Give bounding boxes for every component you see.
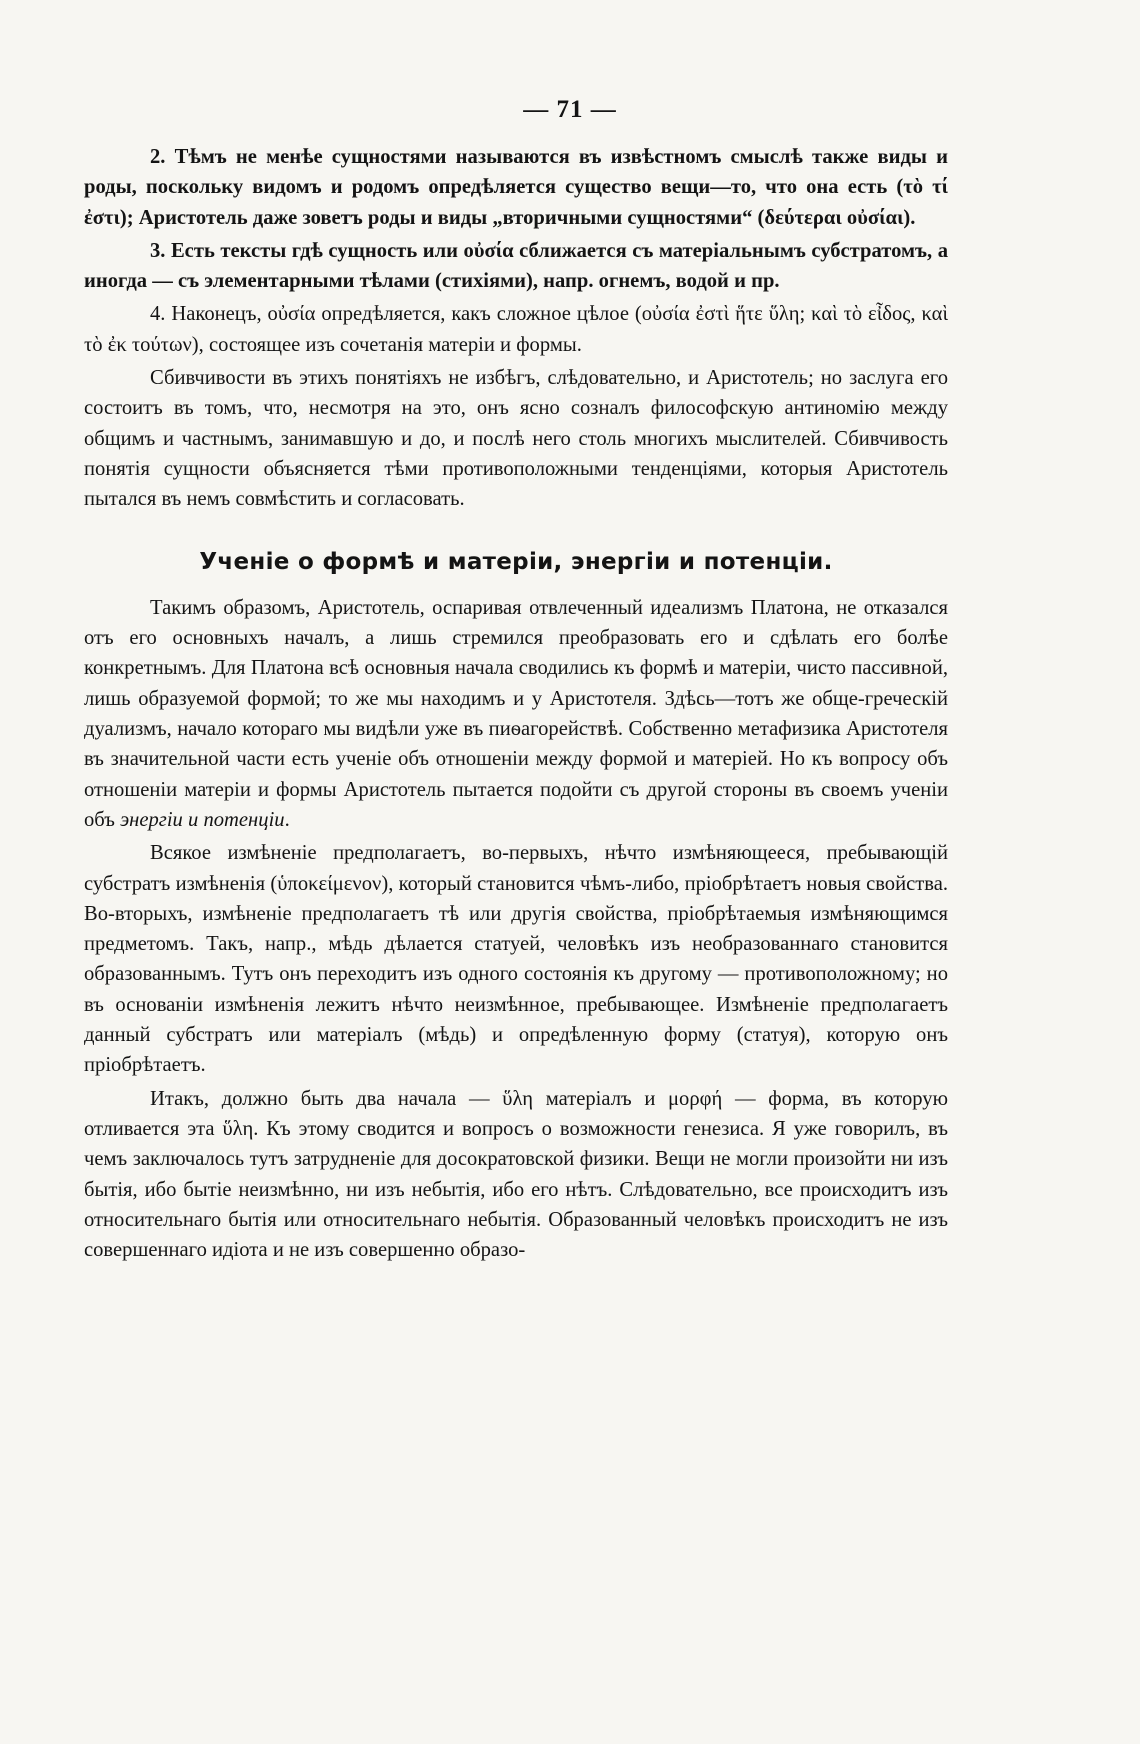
paragraph-sbivchivost: Сбивчивости въ этихъ понятіяхъ не избѣгъ, слѣдовательно, и Аристотель; но заслуга его состоитъ въ томъ, что, несмотря на это, онъ ясно созналъ философскую антиномію между общимъ и частнымъ, занимавшую и до, и послѣ него столь многихъ мыслителей. Сбивчивость понятія сущности объясняется тѣми противоположными тенденціями, которыя Аристотель пытался въ немъ совмѣстить и согласовать.	[84, 367, 948, 511]
paragraph-4: 4. Наконецъ, οὐσία опредѣляется, какъ сложное цѣлое (οὐσία ἐστὶ ἥτε ὕλη; καὶ τὸ εἶδος, καὶ τὸ ἐκ τούτων), состоящее изъ сочетанія матеріи и формы.	[84, 303, 948, 356]
paragraph-2: 2. Тѣмъ не менѣе сущностями называются въ извѣстномъ смыслѣ также виды и роды, поскольку видомъ и родомъ опредѣляется существо вещи—то, что она есть (τὸ τί ἐστι); Аристотель даже зоветъ роды и виды „вторичными сущностями“ (δεύτεραι οὐσίαι).	[84, 146, 948, 229]
page-body	[84, 142, 948, 1268]
page-number: — 71 —	[523, 96, 617, 123]
section-title: Ученіе о формѣ и матеріи, энергіи и потенціи.	[199, 548, 833, 575]
section-paragraph-1	[84, 593, 948, 835]
section-paragraph-2: Всякое измѣненіе предполагаетъ, во-первыхъ, нѣчто измѣняющееся, пребывающій субстратъ измѣненія (ὑποκείμενον), который становится чѣмъ-либо, пріобрѣтаетъ новыя свойства. Во-вторыхъ, измѣненіе предполагаетъ тѣ или другія свойства, пріобрѣтаемыя измѣняющимся предметомъ. Такъ, напр., мѣдь дѣлается статуей, человѣкъ изъ необразованнаго становится образованнымъ. Тутъ онъ переходитъ изъ одного состоянія къ другому — противоположному; но въ основаніи измѣненія лежитъ нѣчто неизмѣнное, пребывающее. Измѣненіе предполагаетъ данный субстратъ или матеріалъ (мѣдь) и опредѣленную форму (статуя), которую онъ пріобрѣтаетъ.	[84, 842, 948, 1077]
paragraph-3: 3. Есть тексты гдѣ сущность или οὐσία сближается съ матеріальнымъ субстратомъ, а иногда — съ элементарными тѣлами (стихіями), напр. огнемъ, водой и пр.	[84, 239, 948, 293]
section-paragraph-1-text: Такимъ образомъ, Аристотель, оспаривая отвлеченный идеализмъ Платона, не отказался отъ его основныхъ началъ, а лишь стремился преобразовать его и сдѣлать его болѣе конкретнымъ. Для Платона всѣ основныя начала сводились къ формѣ и матеріи, чисто пассивной, лишь образуемой формой; то же мы находимъ и у Аристотеля. Здѣсь—тотъ же обще-греческій дуализмъ, начало котораго мы видѣли уже въ пиѳагорействѣ. Собственно метафизика Аристотеля въ значительной части есть ученіе объ отношеніи между формой и матеріей. Но къ вопросу объ отношеніи матеріи и формы Аристотель пытается подойти съ другой стороны въ своемъ ученіи объ	[84, 596, 948, 831]
section-paragraph-3: Итакъ, должно быть два начала — ὕλη матеріалъ и μορφή — форма, въ которую отливается эта ὕλη. Къ этому сводится и вопросъ о возможности генезиса. Я уже говорилъ, въ чемъ заключалось тутъ затрудненіе для досократовской физики. Вещи не могли произойти ни изъ бытія, ибо бытіе неизмѣнно, ни изъ небытія, ибо его нѣтъ. Слѣдовательно, все происходитъ изъ относительнаго бытія или относительнаго небытія. Образованный человѣкъ происходитъ не изъ совершеннаго идіота и не изъ совершенно образо-	[84, 1087, 948, 1262]
section-paragraph-1-end: .	[284, 808, 290, 831]
section-paragraph-1-emphasis: энергіи и потенціи	[120, 808, 285, 831]
